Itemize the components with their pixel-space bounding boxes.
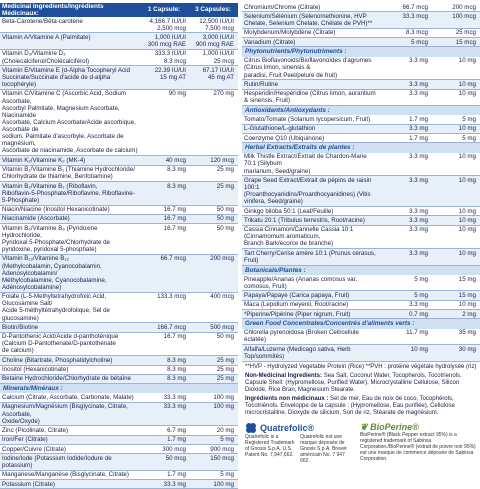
header-1-capsule: 1 Capsule: [147,6,181,14]
amount-3-capsules: 25 mg [216,182,234,190]
ingredient-name: Coenzyme Q10 (Ubiquinone) [244,134,325,142]
amount-3-capsules: 2 mg [462,310,476,318]
left-column [0,0,240,488]
amount-3-capsules: 15 mg [458,275,476,283]
leaf-icon: ❦ [360,421,368,432]
ingredient-name: L-Glutathione/L-glutathion [244,125,316,133]
nonmed-en-text: Sea Salt, Coconut Water, Tocopherols, Tocotrienols. Capsule Shell: (Hypromellose, Purified Water), Microcrystalline Cellulose, Silicon Dioxide, Rice Bran, Magnesium Stearate. [245,373,462,394]
ingredient-name: Inositol (Hexanicotinate) [2,366,69,374]
ingredient-row [242,125,480,134]
amount-1-capsule: 3.3 mg [409,153,428,161]
amount-1-capsule: 6.7 mg [167,426,186,434]
ingredient-row [0,166,238,182]
amount-1-capsule: 5 mg [414,275,428,283]
ingredient-row [0,454,238,470]
ingredient-name: Molybdenum/Molybdène (Citrate) [244,29,336,37]
bioperine-block [360,422,477,462]
ingredient-name: Zinc (Picolinate, Citrate) [2,426,69,434]
amount-1-capsule: 33.3 mcg [402,12,428,20]
ingredient-row [0,445,238,454]
amount-1-capsule: 1,000 IU/UI 300 mcg RAE [147,34,186,49]
ingredient-name: Vitamin B₆/Vitamine B₆ (Pyridoxine Hydrochloride, Pyridoxal 5-Phosphate/Chlorhydrate de pyridoxine, pyridoxal 5-phosphate) [2,224,111,254]
amount-3-capsules: 15 mcg [455,38,476,46]
amount-1-capsule: 11.7 mg [406,329,428,337]
bioperine-logo [360,422,477,432]
amount-3-capsules: 100 mg [213,394,234,402]
amount-1-capsule: 90 mg [168,90,186,98]
amount-1-capsule: 3.3 mg [409,57,428,65]
amount-3-capsules: 10 mg [458,226,476,234]
ingredient-row [242,226,480,250]
amount-3-capsules: 35 mg [458,329,476,337]
ingredient-row [242,80,480,89]
amount-1-capsule: 16.7 mg [163,206,186,214]
ingredient-name: Biotin/Biotine [2,323,39,331]
ingredient-name: Citrus Bioflavonoids/Bioflavonoïdes d'agrumes (Citrus limon, sinensis & paradisi, Fruit Peel/pelure de fruit) [244,57,372,79]
ingredient-name: Hesperidin/Hespéridine (Citrus limon, aurantium & sinensis, Fruit) [244,90,376,105]
amount-3-capsules: 12,500 IU/UI 7,500 mcg [199,17,234,32]
nonmed-fr-text: Sel de mer, Eau de noix de coco, Tocophérols, Tocotriénols. Enveloppe de la capsule : (Hypromellose, Eau purifiée), Cellulose microcristalline, Dioxyde de silicium, Son de riz, Stéarate de magnésium. [245,396,455,416]
bioperine-wordmark: BioPerine® [370,421,419,432]
ingredient-name: Rutin/Rutine [244,80,279,88]
ingredient-row [0,182,238,206]
amount-1-capsule: 166.7 mcg [157,323,186,331]
ingredient-name: Tart Cherry/Cerise amère 10:1 (Prunus cerasus, Fruit) [244,249,376,264]
ingredient-row [242,134,480,143]
ingredient-row [0,471,238,480]
ingredient-name: *Piperine/Pipérine (Piper nigrum, Fruit) [244,310,351,318]
amount-1-capsule: 3.3 mg [409,301,428,309]
ingredient-row [242,115,480,124]
ingredient-name: Vitamin E/Vitamine E (d-Alpha Tocopheryl Acid Succinate/Succinate d'acide de d-alpha tocophéryle) [2,66,130,89]
amount-1-capsule: 8.3 mg [167,166,186,174]
ingredient-row [242,329,480,345]
ingredient-row [0,366,238,375]
amount-1-capsule: 8.3 mg [167,366,186,374]
amount-3-capsules: 25 mg [216,366,234,374]
amount-1-capsule: 3.3 mg [409,249,428,257]
mineral-rows [0,393,238,489]
ingredient-name: Ginkgo biloba 50:1 (Leaf/Feuille) [244,207,334,215]
amount-3-capsules: 67.17 IU/UI 45 mg AT [202,66,234,82]
amount-3-capsules: 10 mg [458,125,476,133]
ingredient-name: Vitamin C/Vitamine C (Ascorbic Acid, Sodium Ascorbate, Ascorbyl Palmitate, Magnesium Ascorbate, Niacinamide Ascorbate, Calcium Ascorbate/Acide ascorbique, Ascorbate de sodium, Palmitate d'ascorbyle, Ascorbate de magnésium, Ascorbate de niacinamide, Ascorbate de calcium) [2,90,138,155]
ingredient-name: Beta-Carotene/Bêta-carotène [2,17,83,25]
amount-3-capsules: 10 mg [458,176,476,184]
amount-3-capsules: 10 mg [458,153,476,161]
amount-1-capsule: 133.3 mcg [157,293,186,301]
amount-3-capsules: 200 mcg [452,3,476,11]
amount-1-capsule: 66.7 mcg [402,3,428,11]
ingredient-row [0,426,238,435]
amount-3-capsules: 25 mg [216,356,234,364]
ingredient-name: Niacin/Niacine (Inositol Hexanicotinate) [2,206,110,214]
ingredient-row [242,207,480,216]
amount-1-capsule: 33.3 mg [163,394,186,402]
amount-3-capsules: 50 mg [216,206,234,214]
amount-3-capsules: 10 mg [458,301,476,309]
ingredient-row [242,29,480,38]
amount-3-capsules: 5 mg [462,134,476,142]
ingredient-row [0,66,238,90]
amount-3-capsules: 30 mg [458,345,476,353]
amount-1-capsule: 3.3 mg [409,216,428,224]
amount-3-capsules: 1,000 IU/UI 25 mcg [202,50,234,65]
ingredient-name: Vitamin B₂/Vitamine B₂ (Riboflavin, Riboflavin-5-Phosphate/Riboflavine, Riboflavine-5-Phosphate) [2,182,135,204]
amount-3-capsules: 25 mcg [455,29,476,37]
amount-3-capsules: 900 mcg [210,445,234,453]
ingredient-row [242,57,480,81]
amount-3-capsules: 100 mcg [452,12,476,20]
ingredient-row [0,33,238,49]
nonmed-en-label: Non-Medicinal Ingredients: [245,373,323,380]
amount-1-capsule: 3.3 mg [409,176,428,184]
medicinal-rows [0,17,238,384]
ingredient-name: Iodine/Iode (Potassium Iodide/Iodure de potassium) [2,454,112,470]
amount-1-capsule: 33.3 mg [163,403,186,411]
amount-1-capsule: 33.3 mg [163,480,186,488]
amount-3-capsules: 10 mg [458,57,476,65]
amount-1-capsule: 3.3 mg [409,207,428,215]
ingredient-name: Niacinamide (Ascorbate) [2,215,70,223]
table-header [0,3,238,17]
right-column [240,0,480,464]
amount-3-capsules: 500 mcg [210,323,234,331]
ingredient-row [242,90,480,106]
ingredient-row [242,345,480,361]
ingredient-row [242,176,480,207]
section-title: Phytonutrients/Phytonutriments : [242,47,480,56]
ingredient-row [242,153,480,177]
ingredient-name: Magnesium/Magnésium (Bisglycinate, Citrate, Ascorbate, Oxide/Oxyde) [2,403,128,425]
amount-1-capsule: 3.3 mg [409,80,428,88]
section-title: Green Food Concentrates/Concentrés d'aliments verts : [242,319,480,328]
ingredient-row [0,224,238,255]
ingredient-row [0,293,238,324]
amount-1-capsule: 5 mcg [411,38,428,46]
ingredient-name: Alfalfa/Luzerne (Medicago sativa, Herb Top/sommités) [244,345,351,360]
amount-3-capsules: 5 mg [462,116,476,123]
amount-3-capsules: 10 mg [458,249,476,257]
ingredient-name: Manganese/Manganèse (Bisglycinate, Citrate) [2,471,129,479]
nonmed-en [242,372,480,395]
ingredient-row [242,12,480,28]
ingredient-row [0,403,238,427]
amount-3-capsules: 10 mg [458,90,476,98]
ingredient-name: Betaine Hydrochloride/Chlorhydrate de bétaïne [2,375,131,383]
amount-1-capsule: 50 mcg [165,454,186,462]
amount-3-capsules: 15 mg [458,291,476,299]
ingredient-row [242,310,480,319]
ingredient-name: Vitamin D₃/Vitamine D₃ (Cholecalciferol/Cholécalciférol) [2,50,90,65]
ingredient-name: Vitamin K₂/Vitamine K₂ (MK-4) [2,156,86,164]
ingredient-name: Vitamin B₁/Vitamine B₁ (Thiamine Hydrochloride/ Chlorhydrate de thiamine, Benfotiamine) [2,166,135,181]
amount-3-capsules: 5 mg [220,471,234,479]
ingredient-name: Folate (L-5-Methyltetrahydrofolic Acid, Glucosamine Salt/ Acide 5-méthyltétrahydrofolique, Sel de glucosamine) [2,293,110,322]
trademark-logos [242,418,480,464]
amount-1-capsule: 1.7 mg [409,134,428,142]
ingredient-row [0,215,238,224]
ingredient-row [0,17,238,33]
amount-3-capsules: 10 mg [458,207,476,215]
ingredient-row [242,291,480,300]
amount-1-capsule: 1.7 mg [167,471,186,479]
ingredient-name: Choline (Bitartrate, Phosphatidylcholine) [2,356,113,364]
ingredient-row [0,436,238,445]
ingredient-name: Vitamin A/Vitamine A (Palmitate) [2,34,91,42]
right-sections [242,47,480,361]
quatrefolic-wordmark: Quatrefolic® [260,422,315,433]
amount-3-capsules: 10 mg [458,80,476,88]
amount-1-capsule: 3.3 mg [409,90,428,98]
ingredient-row [242,301,480,310]
amount-1-capsule: 333.3 IU/UI 8.3 mcg [154,50,186,65]
nonmed-fr-label: Ingrédients non médicinaux : [245,396,329,403]
amount-1-capsule: 3.3 mg [409,226,428,234]
ingredient-name: Pineapple/Ananas (Ananas comosus var. comosus, Fruit) [244,275,358,290]
amount-3-capsules: 25 mg [216,166,234,174]
ingredient-row [242,3,480,12]
ingredient-name: Calcium (Citrate, Ascorbate, Carbonate, Malate) [2,394,134,402]
ingredient-row [0,393,238,402]
amount-1-capsule: 5 mg [414,291,428,299]
ingredient-name: Chlorella pyrenoidosa (Broken Cell/cellule éclatée) [244,329,359,344]
bioperine-text: BioPerine® (Black Pepper extract 95%) is a registered trademark of Sabinsa Corporation./BioPerine® (extrait de poivre noir 95%) est une marque de commerce déposée de Sabinsa Corporation. [360,432,476,463]
amount-3-capsules: 100 mg [213,403,234,411]
ingredient-row [0,480,238,489]
amount-1-capsule: 40 mcg [165,156,186,164]
ingredient-row [242,38,480,47]
amount-1-capsule: 3.3 mg [409,125,428,133]
section-title: Botanicals/Plantes : [242,266,480,275]
amount-1-capsule: 16.7 mg [163,224,186,232]
amount-3-capsules: 25 mg [216,375,234,383]
ingredient-name: Tomato/Tomate (Solanum lycopersicum, Fruit) [244,116,371,123]
amount-3-capsules: 3,000 IU/UI 900 mcg RAE [195,34,234,49]
amount-1-capsule: 4,166.7 IU/UI 2,500 mcg [149,17,186,32]
ingredient-row [242,249,480,265]
quatrefolic-text-fr: Quatrefolic est une marque déposée de Gnosis S.p.A. Brevet américain No. 7 947 662. [300,433,347,464]
ingredient-row [242,216,480,225]
ingredient-name: D-Pantothenic Acid/Acide d-panthoténique (Calcium D-Pantothenate/D-pantothénate de calcium) [2,333,119,355]
quatrefolic-logo [245,422,354,434]
amount-3-capsules: 50 mg [216,215,234,223]
section-title: Antioxidants/Antioxydants : [242,106,480,115]
ingredient-row [0,323,238,332]
ingredient-row [0,375,238,384]
quatrefolic-block [245,422,354,464]
amount-1-capsule: 66.7 mcg [160,255,186,263]
ingredient-name: Cassia Cinnamon/Cannelle Cassia 10:1 (Cinnamomum aromaticum, Branch Bark/écorce de branche) [244,226,354,248]
minerals-section-title: Minerals/Minéraux : [0,384,238,393]
amount-1-capsule: 1.7 mg [167,436,186,444]
ingredient-name: Papaya/Papaye (Carica papaya, Fruit) [244,291,350,299]
amount-3-capsules: 100 mg [213,480,234,488]
nonmed-fr [242,395,480,418]
ingredient-name: Trikatu 20:1 (Tribulus terrestris, Root/racine) [244,216,365,224]
amount-1-capsule: 16.7 mg [163,333,186,341]
ingredient-row [0,255,238,293]
ingredient-name: Vanadium (Citrate) [244,38,296,46]
amount-3-capsules: 50 mg [216,333,234,341]
amount-3-capsules: 50 mg [216,224,234,232]
header-3-capsules: 3 Capsules: [195,6,231,14]
amount-3-capsules: 5 mg [220,436,234,444]
amount-1-capsule: 8.3 mg [167,375,186,383]
ingredient-name: Copper/Cuivre (Citrate) [2,445,66,453]
ingredient-row [0,333,238,357]
amount-3-capsules: 200 mcg [210,255,234,263]
amount-1-capsule: 10 mg [410,345,428,353]
ingredient-row [0,90,238,156]
amount-1-capsule: 0.7 mg [409,310,428,318]
amount-1-capsule: 8.3 mg [167,182,186,190]
ingredient-row [0,206,238,215]
amount-1-capsule: 16.7 mg [163,215,186,223]
amount-1-capsule: 8.3 mg [167,356,186,364]
right-top-rows [242,3,480,47]
ingredient-name: Potassium (Citrate) [2,480,55,488]
ingredient-name: Selenium/Sélénium (Selenomethionine, HVP Chelate, Selenium Chelate, Chélate de PVH)** [244,12,373,28]
amount-1-capsule: 8.3 mcg [405,29,428,37]
amount-3-capsules: 150 mcg [210,454,234,462]
ingredient-name: Chromium/Chrome (Citrate) [244,3,321,11]
hvp-note: **HVP - Hydrolyzed Vegetable Protein (Rice) **PVH : protéine végétale hydrolysée (riz) [245,363,477,370]
ingredient-name: Vitamin B₁₂/Vitamine B₁₂ (Methylcobalamin, Cyanocobalamin, Adenosylcobalamin/ Méthylcobalamine, Cyanocobalamine, Adénosylcobalamine) [2,255,107,291]
amount-1-capsule: 300 mcg [162,445,186,453]
ingredient-name: Milk Thistle Extract/Extrait de Chardon-Marie 70:1 (Silybum marianum, Seed/graine) [244,153,367,175]
header-name: Medicinal Ingredients/Ingrédients Médicinaux: [2,2,104,17]
amount-3-capsules: 400 mcg [210,293,234,301]
quatrefolic-text-en: Quatrefolic is a Registered Trademark of Gnosis S.p.A. U.S. Patent No. 7,947,662. [245,433,295,458]
ingredient-name: Grape Seed Extract/Extrait de pépins de raisin 100:1 (Proanthocyanidins/Proanthocyanidines) (Vitis vinifera, Seed/graine) [244,176,372,206]
amount-1-capsule: 22.39 IU/UI 15 mg AT [154,66,186,82]
amount-1-capsule: 1.7 mg [409,116,428,123]
ingredient-row [242,275,480,291]
clover-icon [245,422,257,434]
amount-3-capsules: 270 mg [213,90,234,98]
ingredient-name: Maca (Lepidium meyenii, Root/racine) [244,301,349,309]
ingredient-row [0,356,238,365]
amount-3-capsules: 120 mcg [210,156,234,164]
ingredient-row [0,50,238,66]
ingredient-row [0,156,238,165]
amount-3-capsules: 20 mg [216,426,234,434]
ingredient-name: Iron/Fer (Citrate) [2,436,48,444]
section-title: Herbal Extracts/Extraits de plantes : [242,143,480,152]
amount-3-capsules: 10 mg [458,216,476,224]
